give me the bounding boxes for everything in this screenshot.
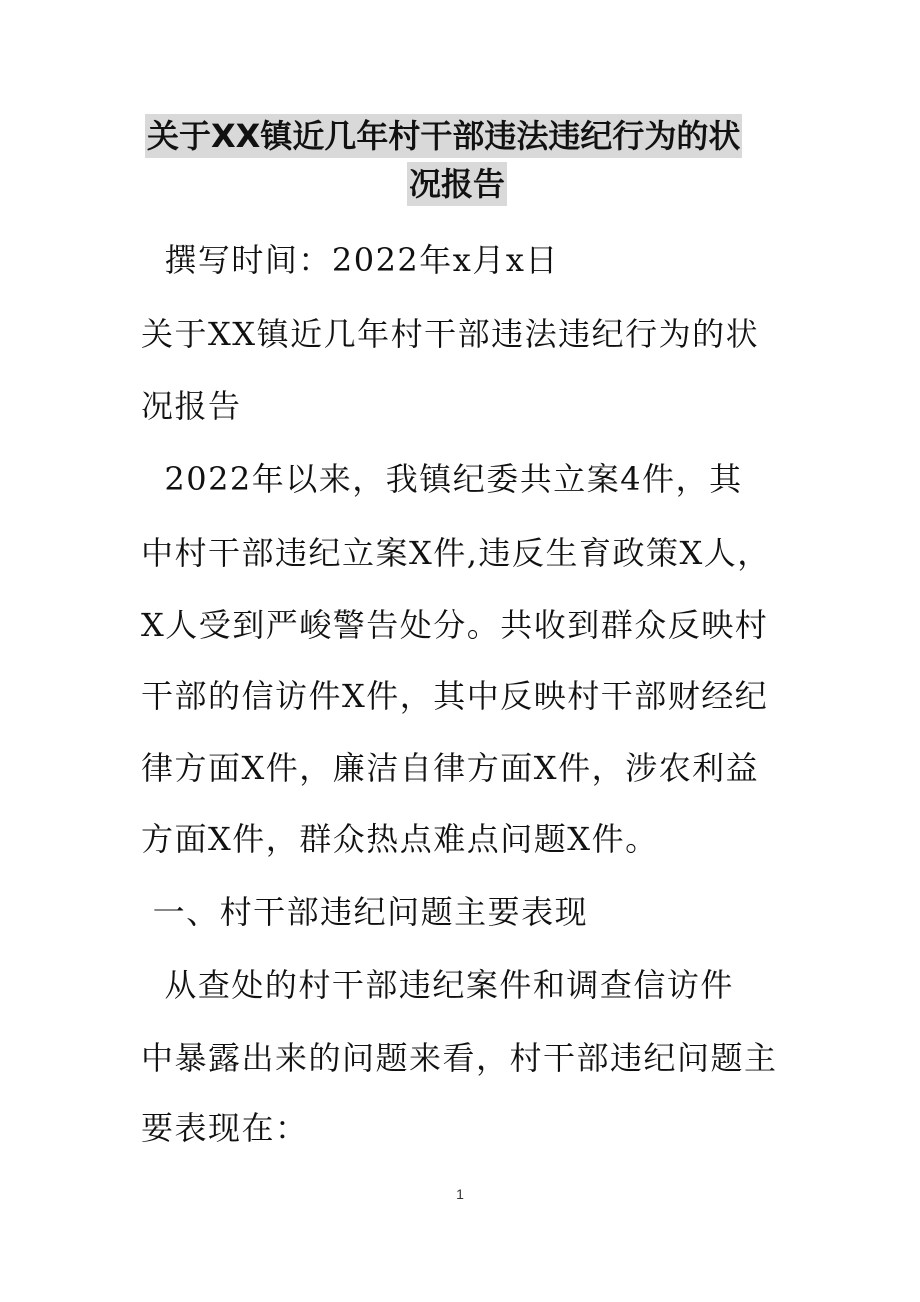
body-line: 干部的信访件X件，其中反映村干部财经纪 xyxy=(141,677,769,715)
document-title-line-1: 关于XX镇近几年村干部违法违纪行为的状 xyxy=(145,114,742,158)
body-line: 2022年以来，我镇纪委共立案4件，其 xyxy=(141,460,743,498)
body-line: 况报告 xyxy=(141,387,242,425)
body-line: 方面X件，群众热点难点问题X件。 xyxy=(141,820,659,858)
body-line: 中村干部违纪立案X件,违反生育政策X人， xyxy=(141,534,771,572)
body-line: 律方面X件，廉洁自律方面X件，涉农利益 xyxy=(141,749,760,787)
written-time: 撰写时间：2022年x月x日 xyxy=(141,241,559,279)
page-number: 1 xyxy=(456,1186,464,1202)
body-line: 中暴露出来的问题来看，村干部违纪问题主 xyxy=(141,1039,778,1077)
body-line: 要表现在： xyxy=(141,1109,309,1147)
body-line: 关于XX镇近几年村干部违法违纪行为的状 xyxy=(141,315,760,353)
body-line: 从查处的村干部违纪案件和调查信访件 xyxy=(141,966,734,1004)
section-heading: 一、村干部违纪问题主要表现 xyxy=(141,893,589,931)
document-title-line-2: 况报告 xyxy=(407,162,507,206)
body-line: X人受到严峻警告处分。共收到群众反映村 xyxy=(141,606,769,644)
